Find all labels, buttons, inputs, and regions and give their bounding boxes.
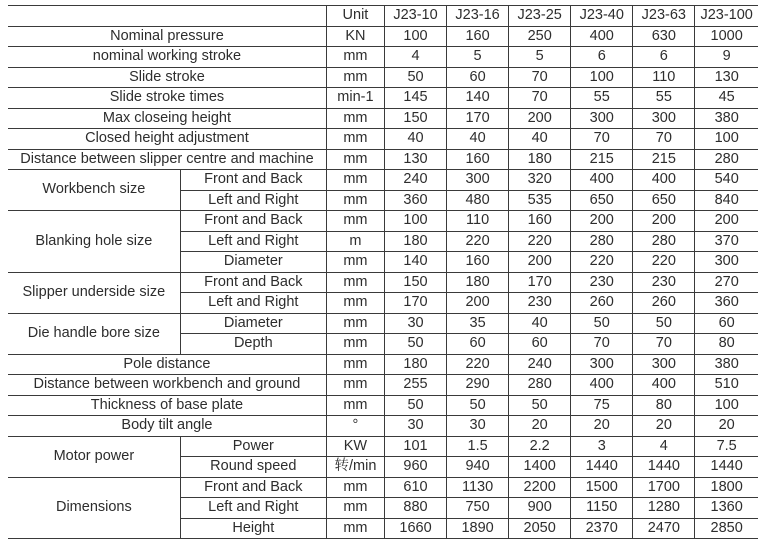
value-cell: 840 — [695, 190, 758, 211]
spec-table — [8, 5, 758, 539]
value-cell: 100 — [695, 129, 758, 150]
sub-label: Diameter — [180, 252, 326, 273]
value-cell: 940 — [447, 457, 509, 478]
value-cell: 140 — [447, 88, 509, 109]
group-label: Blanking hole size — [8, 211, 180, 273]
value-cell: 200 — [571, 211, 633, 232]
unit-header: Unit — [326, 6, 384, 27]
spec-label: Max closeing height — [8, 108, 326, 129]
unit-cell: mm — [326, 354, 384, 375]
unit-cell: mm — [326, 67, 384, 88]
value-cell: 300 — [633, 108, 695, 129]
value-cell: 75 — [571, 395, 633, 416]
value-cell: 60 — [447, 334, 509, 355]
value-cell: 110 — [447, 211, 509, 232]
value-cell: 80 — [633, 395, 695, 416]
table-row — [8, 47, 758, 68]
value-cell: 4 — [384, 47, 446, 68]
table-row — [8, 313, 758, 334]
unit-cell: mm — [326, 272, 384, 293]
value-cell: 200 — [447, 293, 509, 314]
value-cell: 380 — [695, 108, 758, 129]
group-label: Workbench size — [8, 170, 180, 211]
value-cell: 480 — [447, 190, 509, 211]
table-row — [8, 149, 758, 170]
spec-label: Thickness of base plate — [8, 395, 326, 416]
value-cell: 750 — [447, 498, 509, 519]
value-cell: 40 — [447, 129, 509, 150]
value-cell: 50 — [633, 313, 695, 334]
spec-label: Pole distance — [8, 354, 326, 375]
value-cell: 360 — [384, 190, 446, 211]
spec-label: Slide stroke times — [8, 88, 326, 109]
table-body — [8, 26, 758, 539]
value-cell: 20 — [695, 416, 758, 437]
value-cell: 7.5 — [695, 436, 758, 457]
value-cell: 215 — [633, 149, 695, 170]
value-cell: 400 — [571, 375, 633, 396]
value-cell: 50 — [384, 67, 446, 88]
table-row — [8, 436, 758, 457]
value-cell: 1.5 — [447, 436, 509, 457]
unit-cell: mm — [326, 518, 384, 539]
sub-label: Front and Back — [180, 477, 326, 498]
model-header: J23-10 — [384, 6, 446, 27]
value-cell: 240 — [384, 170, 446, 191]
value-cell: 270 — [695, 272, 758, 293]
value-cell: 1440 — [695, 457, 758, 478]
value-cell: 960 — [384, 457, 446, 478]
value-cell: 220 — [509, 231, 571, 252]
value-cell: 20 — [633, 416, 695, 437]
value-cell: 60 — [509, 334, 571, 355]
value-cell: 1700 — [633, 477, 695, 498]
sub-label: Left and Right — [180, 498, 326, 519]
value-cell: 220 — [447, 354, 509, 375]
value-cell: 300 — [633, 354, 695, 375]
value-cell: 55 — [633, 88, 695, 109]
value-cell: 70 — [509, 67, 571, 88]
value-cell: 220 — [571, 252, 633, 273]
value-cell: 100 — [695, 395, 758, 416]
value-cell: 70 — [633, 129, 695, 150]
unit-cell: mm — [326, 477, 384, 498]
model-header: J23-100 — [695, 6, 758, 27]
group-label: Slipper underside size — [8, 272, 180, 313]
sub-label: Front and Back — [180, 211, 326, 232]
value-cell: 1000 — [695, 26, 758, 47]
table-row — [8, 108, 758, 129]
value-cell: 1500 — [571, 477, 633, 498]
value-cell: 220 — [633, 252, 695, 273]
value-cell: 180 — [384, 354, 446, 375]
value-cell: 35 — [447, 313, 509, 334]
value-cell: 240 — [509, 354, 571, 375]
value-cell: 380 — [695, 354, 758, 375]
value-cell: 30 — [447, 416, 509, 437]
sub-label: Left and Right — [180, 293, 326, 314]
value-cell: 1660 — [384, 518, 446, 539]
value-cell: 2850 — [695, 518, 758, 539]
value-cell: 300 — [447, 170, 509, 191]
value-cell: 1440 — [633, 457, 695, 478]
unit-cell: min-1 — [326, 88, 384, 109]
value-cell: 70 — [633, 334, 695, 355]
value-cell: 60 — [447, 67, 509, 88]
value-cell: 300 — [571, 354, 633, 375]
sub-label: Left and Right — [180, 190, 326, 211]
unit-cell: mm — [326, 375, 384, 396]
value-cell: 320 — [509, 170, 571, 191]
value-cell: 5 — [509, 47, 571, 68]
unit-cell: 转/min — [326, 457, 384, 478]
value-cell: 50 — [384, 334, 446, 355]
value-cell: 540 — [695, 170, 758, 191]
value-cell: 610 — [384, 477, 446, 498]
value-cell: 260 — [571, 293, 633, 314]
unit-cell: mm — [326, 108, 384, 129]
unit-cell: mm — [326, 395, 384, 416]
table-row — [8, 416, 758, 437]
value-cell: 5 — [447, 47, 509, 68]
spec-label: nominal working stroke — [8, 47, 326, 68]
value-cell: 130 — [384, 149, 446, 170]
value-cell: 1360 — [695, 498, 758, 519]
value-cell: 9 — [695, 47, 758, 68]
value-cell: 45 — [695, 88, 758, 109]
table-row — [8, 26, 758, 47]
value-cell: 230 — [633, 272, 695, 293]
group-label: Motor power — [8, 436, 180, 477]
sub-label: Front and Back — [180, 170, 326, 191]
value-cell: 230 — [571, 272, 633, 293]
unit-cell: mm — [326, 498, 384, 519]
unit-cell: KW — [326, 436, 384, 457]
unit-cell: mm — [326, 170, 384, 191]
unit-cell: mm — [326, 211, 384, 232]
spec-label: Nominal pressure — [8, 26, 326, 47]
value-cell: 30 — [384, 313, 446, 334]
unit-cell: mm — [326, 313, 384, 334]
value-cell: 280 — [571, 231, 633, 252]
table-row — [8, 272, 758, 293]
value-cell: 50 — [384, 395, 446, 416]
value-cell: 170 — [509, 272, 571, 293]
sub-label: Left and Right — [180, 231, 326, 252]
sub-label: Diameter — [180, 313, 326, 334]
value-cell: 20 — [509, 416, 571, 437]
unit-cell: KN — [326, 26, 384, 47]
table-row — [8, 354, 758, 375]
value-cell: 2370 — [571, 518, 633, 539]
unit-cell: mm — [326, 190, 384, 211]
spec-label: Body tilt angle — [8, 416, 326, 437]
value-cell: 630 — [633, 26, 695, 47]
value-cell: 280 — [633, 231, 695, 252]
group-label: Die handle bore size — [8, 313, 180, 354]
value-cell: 1130 — [447, 477, 509, 498]
value-cell: 40 — [384, 129, 446, 150]
value-cell: 40 — [509, 313, 571, 334]
value-cell: 60 — [695, 313, 758, 334]
value-cell: 1400 — [509, 457, 571, 478]
value-cell: 400 — [571, 170, 633, 191]
sub-label: Depth — [180, 334, 326, 355]
value-cell: 290 — [447, 375, 509, 396]
unit-cell: mm — [326, 129, 384, 150]
value-cell: 50 — [509, 395, 571, 416]
table-row — [8, 170, 758, 191]
unit-cell: mm — [326, 252, 384, 273]
sub-label: Power — [180, 436, 326, 457]
value-cell: 360 — [695, 293, 758, 314]
model-header: J23-40 — [571, 6, 633, 27]
value-cell: 130 — [695, 67, 758, 88]
value-cell: 880 — [384, 498, 446, 519]
value-cell: 200 — [633, 211, 695, 232]
value-cell: 650 — [571, 190, 633, 211]
value-cell: 180 — [447, 272, 509, 293]
value-cell: 280 — [509, 375, 571, 396]
sub-label: Front and Back — [180, 272, 326, 293]
value-cell: 70 — [571, 129, 633, 150]
value-cell: 110 — [633, 67, 695, 88]
value-cell: 510 — [695, 375, 758, 396]
value-cell: 3 — [571, 436, 633, 457]
value-cell: 70 — [571, 334, 633, 355]
group-label: Dimensions — [8, 477, 180, 539]
unit-cell: mm — [326, 293, 384, 314]
value-cell: 100 — [571, 67, 633, 88]
spec-label: Closed height adjustment — [8, 129, 326, 150]
value-cell: 280 — [695, 149, 758, 170]
value-cell: 150 — [384, 108, 446, 129]
value-cell: 100 — [384, 26, 446, 47]
spec-label: Distance between slipper centre and machine — [8, 149, 326, 170]
unit-cell: mm — [326, 47, 384, 68]
table-row — [8, 88, 758, 109]
value-cell: 1800 — [695, 477, 758, 498]
spec-label: Slide stroke — [8, 67, 326, 88]
header-row — [8, 6, 758, 27]
value-cell: 40 — [509, 129, 571, 150]
value-cell: 535 — [509, 190, 571, 211]
table-header — [8, 6, 758, 27]
value-cell: 260 — [633, 293, 695, 314]
value-cell: 180 — [384, 231, 446, 252]
value-cell: 200 — [695, 211, 758, 232]
value-cell: 160 — [447, 149, 509, 170]
value-cell: 300 — [695, 252, 758, 273]
table-row — [8, 211, 758, 232]
value-cell: 200 — [509, 108, 571, 129]
value-cell: 400 — [633, 375, 695, 396]
model-header: J23-63 — [633, 6, 695, 27]
value-cell: 101 — [384, 436, 446, 457]
value-cell: 200 — [509, 252, 571, 273]
unit-cell: m — [326, 231, 384, 252]
value-cell: 370 — [695, 231, 758, 252]
value-cell: 2050 — [509, 518, 571, 539]
table-row — [8, 477, 758, 498]
value-cell: 180 — [509, 149, 571, 170]
value-cell: 150 — [384, 272, 446, 293]
value-cell: 1890 — [447, 518, 509, 539]
corner-cell — [8, 6, 326, 27]
value-cell: 6 — [633, 47, 695, 68]
value-cell: 1150 — [571, 498, 633, 519]
value-cell: 1280 — [633, 498, 695, 519]
unit-cell: mm — [326, 149, 384, 170]
table-row — [8, 67, 758, 88]
value-cell: 160 — [447, 26, 509, 47]
value-cell: 50 — [447, 395, 509, 416]
value-cell: 400 — [633, 170, 695, 191]
value-cell: 4 — [633, 436, 695, 457]
value-cell: 20 — [571, 416, 633, 437]
table-row — [8, 395, 758, 416]
value-cell: 145 — [384, 88, 446, 109]
value-cell: 650 — [633, 190, 695, 211]
value-cell: 250 — [509, 26, 571, 47]
value-cell: 255 — [384, 375, 446, 396]
value-cell: 100 — [384, 211, 446, 232]
model-header: J23-25 — [509, 6, 571, 27]
value-cell: 170 — [447, 108, 509, 129]
value-cell: 160 — [509, 211, 571, 232]
value-cell: 2470 — [633, 518, 695, 539]
value-cell: 2200 — [509, 477, 571, 498]
value-cell: 170 — [384, 293, 446, 314]
value-cell: 50 — [571, 313, 633, 334]
value-cell: 215 — [571, 149, 633, 170]
value-cell: 220 — [447, 231, 509, 252]
unit-cell: mm — [326, 334, 384, 355]
sub-label: Round speed — [180, 457, 326, 478]
table-row — [8, 375, 758, 396]
spec-label: Distance between workbench and ground — [8, 375, 326, 396]
sub-label: Height — [180, 518, 326, 539]
unit-cell: ° — [326, 416, 384, 437]
value-cell: 900 — [509, 498, 571, 519]
value-cell: 1440 — [571, 457, 633, 478]
value-cell: 70 — [509, 88, 571, 109]
value-cell: 300 — [571, 108, 633, 129]
value-cell: 400 — [571, 26, 633, 47]
model-header: J23-16 — [447, 6, 509, 27]
value-cell: 6 — [571, 47, 633, 68]
value-cell: 230 — [509, 293, 571, 314]
table-row — [8, 129, 758, 150]
value-cell: 55 — [571, 88, 633, 109]
value-cell: 80 — [695, 334, 758, 355]
value-cell: 160 — [447, 252, 509, 273]
value-cell: 30 — [384, 416, 446, 437]
value-cell: 140 — [384, 252, 446, 273]
value-cell: 2.2 — [509, 436, 571, 457]
